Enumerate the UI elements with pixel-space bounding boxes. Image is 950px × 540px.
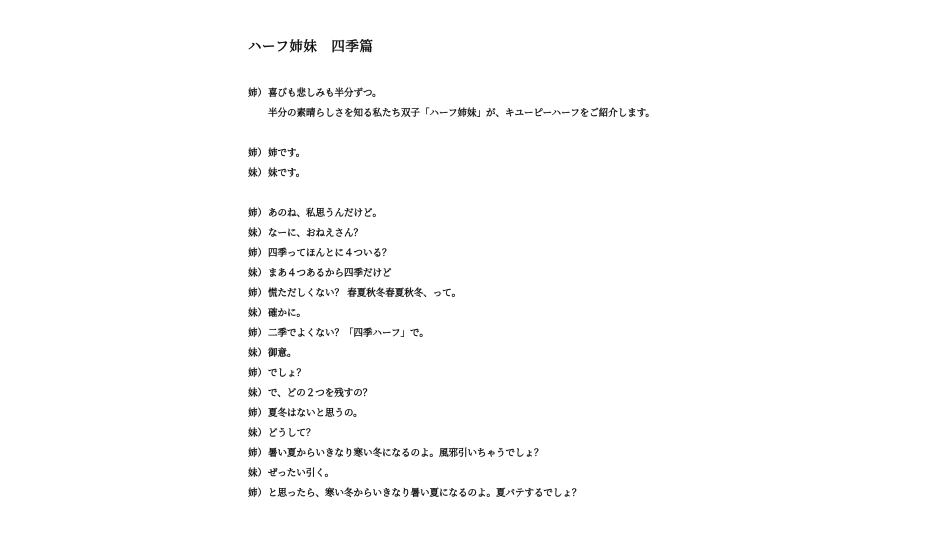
dialogue-line bbox=[248, 364, 808, 384]
dialogue-line bbox=[248, 464, 808, 484]
line-text: 御意。 bbox=[268, 348, 297, 359]
speaker-label: 妹） bbox=[248, 168, 268, 179]
speaker-label: 妹） bbox=[248, 468, 268, 479]
speaker-label: 姉） bbox=[248, 408, 268, 419]
speaker-label: 姉） bbox=[248, 328, 268, 339]
dialogue-line bbox=[248, 484, 808, 504]
line-text: なーに、おねえさん？ bbox=[268, 228, 364, 239]
speaker-label: 妹） bbox=[248, 348, 268, 359]
line-text: でしょ？ bbox=[268, 368, 307, 379]
dialogue-line bbox=[248, 344, 808, 364]
dialogue-line bbox=[248, 224, 808, 244]
greeting-block bbox=[248, 144, 808, 184]
line-text: 確かに。 bbox=[268, 308, 307, 319]
dialogue-line bbox=[248, 204, 808, 224]
speaker-label: 姉） bbox=[248, 208, 268, 219]
dialogue-line bbox=[248, 384, 808, 404]
speaker-label: 姉） bbox=[248, 488, 268, 499]
line-text: 四季ってほんとに４ついる？ bbox=[268, 248, 392, 259]
dialogue-line bbox=[248, 84, 808, 104]
line-text: で、どの２つを残すの？ bbox=[268, 388, 373, 399]
dialogue-line bbox=[248, 164, 808, 184]
speaker-label: 妹） bbox=[248, 308, 268, 319]
speaker-indent bbox=[248, 104, 268, 124]
line-text: 慌ただしくない？ 春夏秋冬春夏秋冬、って。 bbox=[268, 288, 462, 299]
dialogue-line bbox=[248, 404, 808, 424]
line-text: 妹です。 bbox=[268, 168, 306, 179]
dialogue-line bbox=[248, 444, 808, 464]
line-text: ぜったい引く。 bbox=[268, 468, 335, 479]
line-text: あのね、私思うんだけど。 bbox=[268, 208, 383, 219]
dialogue-line bbox=[248, 144, 808, 164]
speaker-label: 姉） bbox=[248, 248, 268, 259]
dialogue-line bbox=[248, 304, 808, 324]
speaker-label: 姉） bbox=[248, 368, 268, 379]
dialogue-line bbox=[248, 284, 808, 304]
dialogue-line bbox=[248, 244, 808, 264]
speaker-label: 姉） bbox=[248, 88, 268, 99]
speaker-label: 姉） bbox=[248, 288, 268, 299]
line-text: 暑い夏からいきなり寒い冬になるのよ。風邪引いちゃうでしょ？ bbox=[268, 448, 544, 459]
speaker-label: 妹） bbox=[248, 228, 268, 239]
dialogue-line bbox=[248, 324, 808, 344]
line-text: まあ４つあるから四季だけど bbox=[268, 268, 392, 279]
document-title: ハーフ姉妹 四季篇 bbox=[248, 39, 374, 55]
dialogue-line bbox=[248, 104, 808, 124]
line-text: どうして？ bbox=[268, 428, 316, 439]
line-text: 夏冬はないと思うの。 bbox=[268, 408, 363, 419]
intro-block bbox=[248, 84, 808, 124]
dialogue-block bbox=[248, 204, 808, 504]
speaker-label: 姉） bbox=[248, 148, 268, 159]
line-text: 喜びも悲しみも半分ずつ。 bbox=[268, 88, 382, 99]
line-text: 姉です。 bbox=[268, 148, 306, 159]
speaker-label: 姉） bbox=[248, 448, 268, 459]
line-text: と思ったら、寒い冬からいきなり暑い夏になるのよ。夏バテするでしょ？ bbox=[268, 488, 582, 499]
speaker-label: 妹） bbox=[248, 388, 268, 399]
line-text: 半分の素晴らしさを知る私たち双子「ハーフ姉妹」が、キユーピーハーフをご紹介します。 bbox=[268, 108, 655, 119]
speaker-label: 妹） bbox=[248, 428, 268, 439]
line-text: 二季でよくない？「四季ハーフ」で。 bbox=[268, 328, 429, 339]
script-document bbox=[248, 36, 808, 524]
dialogue-line bbox=[248, 424, 808, 444]
speaker-label: 妹） bbox=[248, 268, 268, 279]
dialogue-line bbox=[248, 264, 808, 284]
